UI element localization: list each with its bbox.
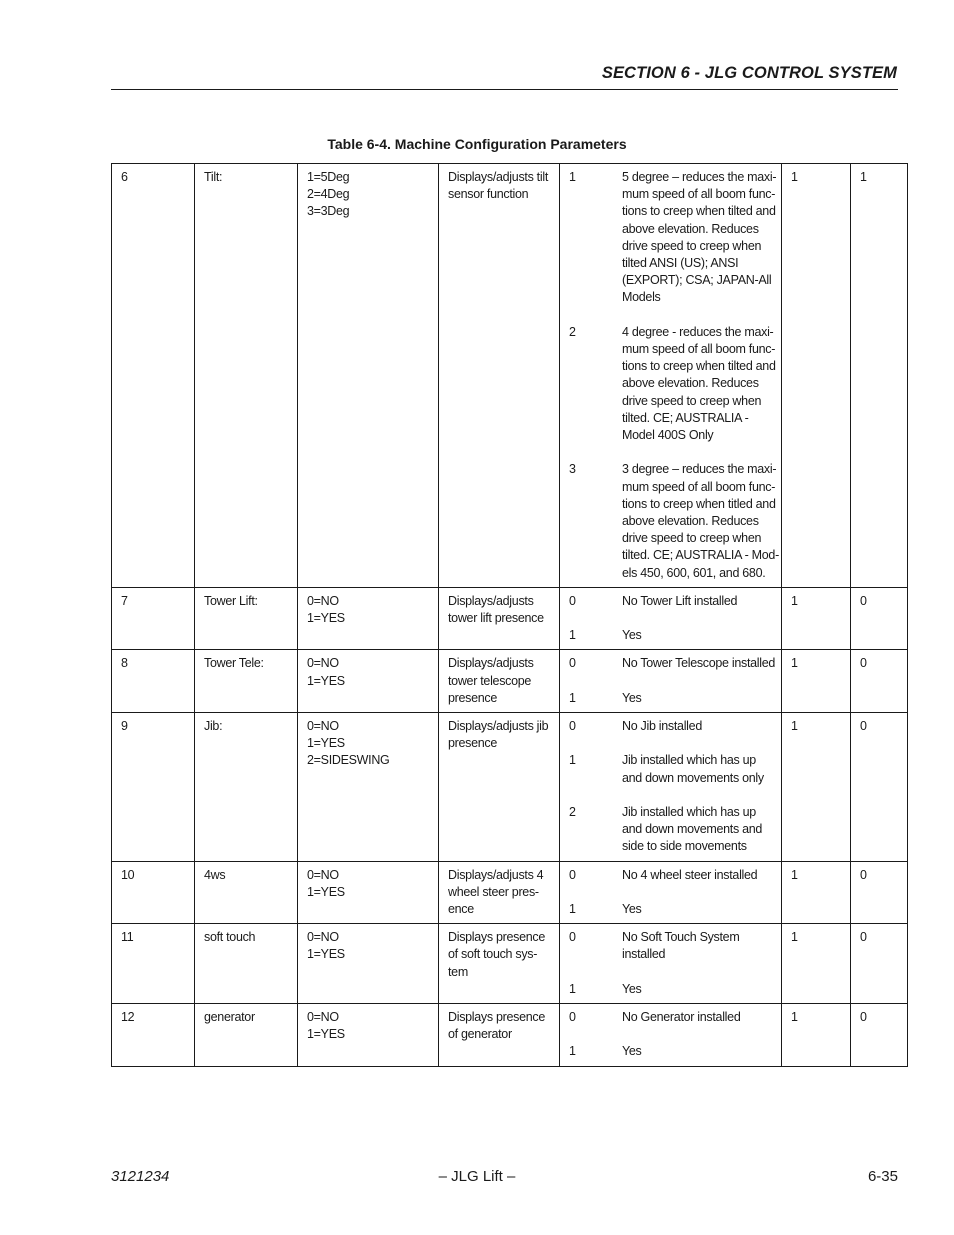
table-title: Table 6-4. Machine Configuration Parameters — [327, 136, 627, 152]
value-description — [622, 461, 779, 581]
description-line: Displays/adjusts — [448, 593, 534, 608]
value-entry — [569, 690, 773, 707]
value-entry — [569, 1009, 773, 1026]
value-description-line: 3 degree – reduces the maxi- — [622, 462, 777, 477]
description-line: Displays/adjusts 4 — [448, 867, 544, 882]
value-description — [622, 867, 773, 884]
value-description-line: (EXPORT); CSA; JAPAN-All — [622, 273, 772, 288]
value-code: 1 — [569, 628, 576, 643]
parameter-name-cell: Tower Lift: — [195, 587, 298, 650]
value-code: 2 — [569, 324, 576, 339]
parameter-range-cell — [298, 713, 439, 862]
parameter-number-cell: 12 — [112, 1004, 195, 1067]
value-entry — [569, 867, 773, 884]
parameter-number-cell: 7 — [112, 587, 195, 650]
parameter-min-cell: 1 — [782, 587, 851, 650]
value-description-line: No Tower Telescope installed — [622, 656, 776, 671]
parameter-description-cell — [439, 1004, 560, 1067]
parameter-number-cell: 10 — [112, 861, 195, 924]
table-row — [112, 650, 908, 713]
range-line: 0=NO — [307, 719, 339, 734]
value-description-line: 5 degree – reduces the maxi- — [622, 170, 777, 184]
value-description-line: tilted. CE; AUSTRALIA - Mod- — [622, 548, 779, 563]
value-description-line: and down movements only — [622, 770, 764, 785]
value-description — [622, 627, 773, 644]
value-description-line: Jib installed which has up — [622, 753, 756, 768]
parameter-range-cell — [298, 650, 439, 713]
value-entry — [569, 981, 773, 998]
value-description-line: Model 400S Only — [622, 428, 714, 443]
parameter-values-cell — [560, 861, 782, 924]
value-description-line: Jib installed which has up — [622, 805, 756, 820]
parameter-default-cell: 0 — [851, 650, 908, 713]
description-line: sensor function — [448, 187, 529, 202]
description-line: presence — [448, 690, 498, 705]
value-description — [622, 655, 775, 672]
table-row — [112, 1004, 908, 1067]
range-line: 2=4Deg — [307, 187, 350, 202]
description-line: Displays presence — [448, 1010, 546, 1025]
value-code: 1 — [569, 981, 576, 996]
parameter-default-cell: 0 — [851, 713, 908, 862]
value-description-line: tilted. CE; AUSTRALIA - — [622, 410, 749, 425]
value-code: 0 — [569, 867, 576, 882]
parameter-values-cell — [560, 650, 782, 713]
value-description-line: tions to creep when tilted and — [622, 359, 776, 374]
parameter-description-cell — [439, 861, 560, 924]
value-description-line: Yes — [622, 1044, 642, 1059]
range-line: 0=NO — [307, 656, 339, 671]
range-line: 1=YES — [307, 947, 345, 962]
description-line: presence — [448, 736, 498, 751]
value-code: 1 — [569, 690, 576, 705]
parameter-description-cell — [439, 650, 560, 713]
parameter-number-cell: 11 — [112, 924, 195, 1004]
parameter-default-cell: 0 — [851, 924, 908, 1004]
parameter-default-cell: 0 — [851, 861, 908, 924]
description-line: Displays/adjusts — [448, 656, 534, 671]
value-description-line: No Generator installed — [622, 1010, 741, 1025]
parameter-values-cell — [560, 713, 782, 862]
table-row — [112, 861, 908, 924]
value-code: 1 — [569, 1044, 576, 1059]
table-row — [112, 164, 908, 588]
description-line: Displays presence — [448, 930, 546, 945]
value-code: 0 — [569, 656, 576, 671]
value-description-line: Yes — [622, 690, 642, 705]
value-description — [622, 1043, 773, 1060]
value-description — [622, 981, 773, 998]
parameter-range-cell — [298, 924, 439, 1004]
parameter-default-cell: 1 — [851, 164, 908, 588]
value-description-line: mum speed of all boom func- — [622, 187, 776, 202]
value-description-line: drive speed to creep when — [622, 531, 762, 546]
parameter-description-cell — [439, 924, 560, 1004]
value-description — [622, 324, 776, 444]
parameter-number-cell: 9 — [112, 713, 195, 862]
description-line: wheel steer pres- — [448, 884, 539, 899]
parameter-description-cell — [439, 713, 560, 862]
value-description — [622, 1009, 773, 1026]
value-description-line: above elevation. Reduces — [622, 376, 759, 391]
value-entry — [569, 324, 776, 444]
value-code: 1 — [569, 170, 576, 184]
value-description-line: tions to creep when titled and — [622, 496, 776, 511]
parameter-name-cell: 4ws — [195, 861, 298, 924]
value-description — [622, 718, 773, 735]
range-line: 0=NO — [307, 1010, 339, 1025]
parameter-name-cell: generator — [195, 1004, 298, 1067]
document-number: 3121234 — [111, 1168, 170, 1185]
parameter-range-cell — [298, 1004, 439, 1067]
value-description-line: and down movements and — [622, 822, 763, 837]
value-description-line: No Jib installed — [622, 719, 702, 734]
value-entry — [569, 593, 773, 610]
value-entry — [569, 655, 776, 672]
parameter-min-cell: 1 — [782, 713, 851, 862]
parameter-values-cell — [560, 1004, 782, 1067]
table-row — [112, 924, 908, 1004]
value-code: 2 — [569, 805, 576, 820]
range-line: 1=YES — [307, 736, 345, 751]
value-entry — [569, 1043, 773, 1060]
section-title: SECTION 6 - JLG CONTROL SYSTEM — [601, 64, 897, 82]
parameter-range-cell — [298, 587, 439, 650]
header-divider — [111, 89, 898, 90]
machine-configuration-table — [111, 163, 908, 1067]
parameter-default-cell: 0 — [851, 587, 908, 650]
value-code: 1 — [569, 902, 576, 917]
value-description-line: above elevation. Reduces — [622, 221, 759, 236]
description-line: of generator — [448, 1027, 512, 1042]
range-line: 0=NO — [307, 867, 339, 882]
value-description-line: No 4 wheel steer installed — [622, 867, 758, 882]
parameter-number-cell: 8 — [112, 650, 195, 713]
value-description-line: No Tower Lift installed — [622, 593, 738, 608]
description-line: of soft touch sys- — [448, 947, 538, 962]
table-row — [112, 713, 908, 862]
footer-brand: – JLG Lift – — [438, 1168, 516, 1185]
range-line: 0=NO — [307, 593, 339, 608]
value-description-line: above elevation. Reduces — [622, 514, 759, 529]
value-entry — [569, 627, 773, 644]
value-description — [622, 929, 773, 963]
value-entry — [569, 901, 773, 918]
value-entry — [569, 804, 773, 856]
description-line: ence — [448, 902, 474, 917]
value-description-line: Yes — [622, 902, 642, 917]
range-line: 3=3Deg — [307, 204, 350, 219]
value-description-line: drive speed to creep when — [622, 238, 762, 253]
value-description — [622, 752, 773, 786]
range-line: 2=SIDESWING — [307, 753, 390, 768]
value-description-line: No Soft Touch System — [622, 930, 740, 945]
description-line: Displays/adjusts tilt — [448, 170, 548, 184]
parameter-min-cell: 1 — [782, 650, 851, 713]
value-entry — [569, 718, 773, 735]
parameter-min-cell: 1 — [782, 164, 851, 588]
value-code: 3 — [569, 462, 576, 477]
range-line: 1=YES — [307, 673, 345, 688]
value-description — [622, 169, 776, 307]
value-description-line: Yes — [622, 628, 642, 643]
table-body — [112, 164, 908, 1067]
parameter-description-cell — [439, 164, 560, 588]
table-row — [112, 587, 908, 650]
parameter-values-cell — [560, 924, 782, 1004]
value-entry — [569, 929, 773, 963]
description-line: tower telescope — [448, 673, 532, 688]
value-code: 0 — [569, 1010, 576, 1025]
value-description — [622, 593, 773, 610]
description-line: tem — [448, 964, 468, 979]
value-entry — [569, 752, 773, 786]
parameter-default-cell: 0 — [851, 1004, 908, 1067]
parameter-name-cell: Tower Tele: — [195, 650, 298, 713]
parameter-name-cell: soft touch — [195, 924, 298, 1004]
value-description-line: drive speed to creep when — [622, 393, 762, 408]
value-description-line: Models — [622, 290, 661, 305]
value-description-line: side to side movements — [622, 839, 747, 854]
value-description-line: tions to creep when tilted and — [622, 204, 776, 219]
value-description-line: mum speed of all boom func- — [622, 479, 776, 494]
parameter-min-cell: 1 — [782, 924, 851, 1004]
value-description — [622, 804, 773, 856]
range-line: 0=NO — [307, 930, 339, 945]
parameter-min-cell: 1 — [782, 861, 851, 924]
value-code: 0 — [569, 593, 576, 608]
value-description-line: els 450, 600, 601, and 680. — [622, 565, 766, 580]
value-code: 0 — [569, 930, 576, 945]
parameter-values-cell — [560, 164, 782, 588]
value-entry — [569, 461, 779, 581]
value-description-line: tilted ANSI (US); ANSI — [622, 256, 739, 271]
parameter-description-cell — [439, 587, 560, 650]
value-description — [622, 690, 773, 707]
value-description-line: mum speed of all boom func- — [622, 342, 776, 357]
value-entry — [569, 169, 777, 307]
parameter-values-cell — [560, 587, 782, 650]
value-description-line: installed — [622, 947, 666, 962]
range-line: 1=5Deg — [307, 170, 350, 184]
page-number: 6-35 — [867, 1168, 898, 1185]
parameter-min-cell: 1 — [782, 1004, 851, 1067]
range-line: 1=YES — [307, 611, 345, 626]
parameter-name-cell: Jib: — [195, 713, 298, 862]
value-description-line: Yes — [622, 981, 642, 996]
parameter-range-cell — [298, 164, 439, 588]
description-line: Displays/adjusts jib — [448, 719, 549, 734]
parameter-range-cell — [298, 861, 439, 924]
value-description — [622, 901, 773, 918]
parameter-name-cell: Tilt: — [195, 164, 298, 588]
range-line: 1=YES — [307, 1027, 345, 1042]
value-code: 1 — [569, 753, 576, 768]
description-line: tower lift presence — [448, 611, 544, 626]
value-code: 0 — [569, 719, 576, 734]
parameter-number-cell: 6 — [112, 164, 195, 588]
range-line: 1=YES — [307, 884, 345, 899]
value-description-line: 4 degree - reduces the maxi- — [622, 324, 774, 339]
